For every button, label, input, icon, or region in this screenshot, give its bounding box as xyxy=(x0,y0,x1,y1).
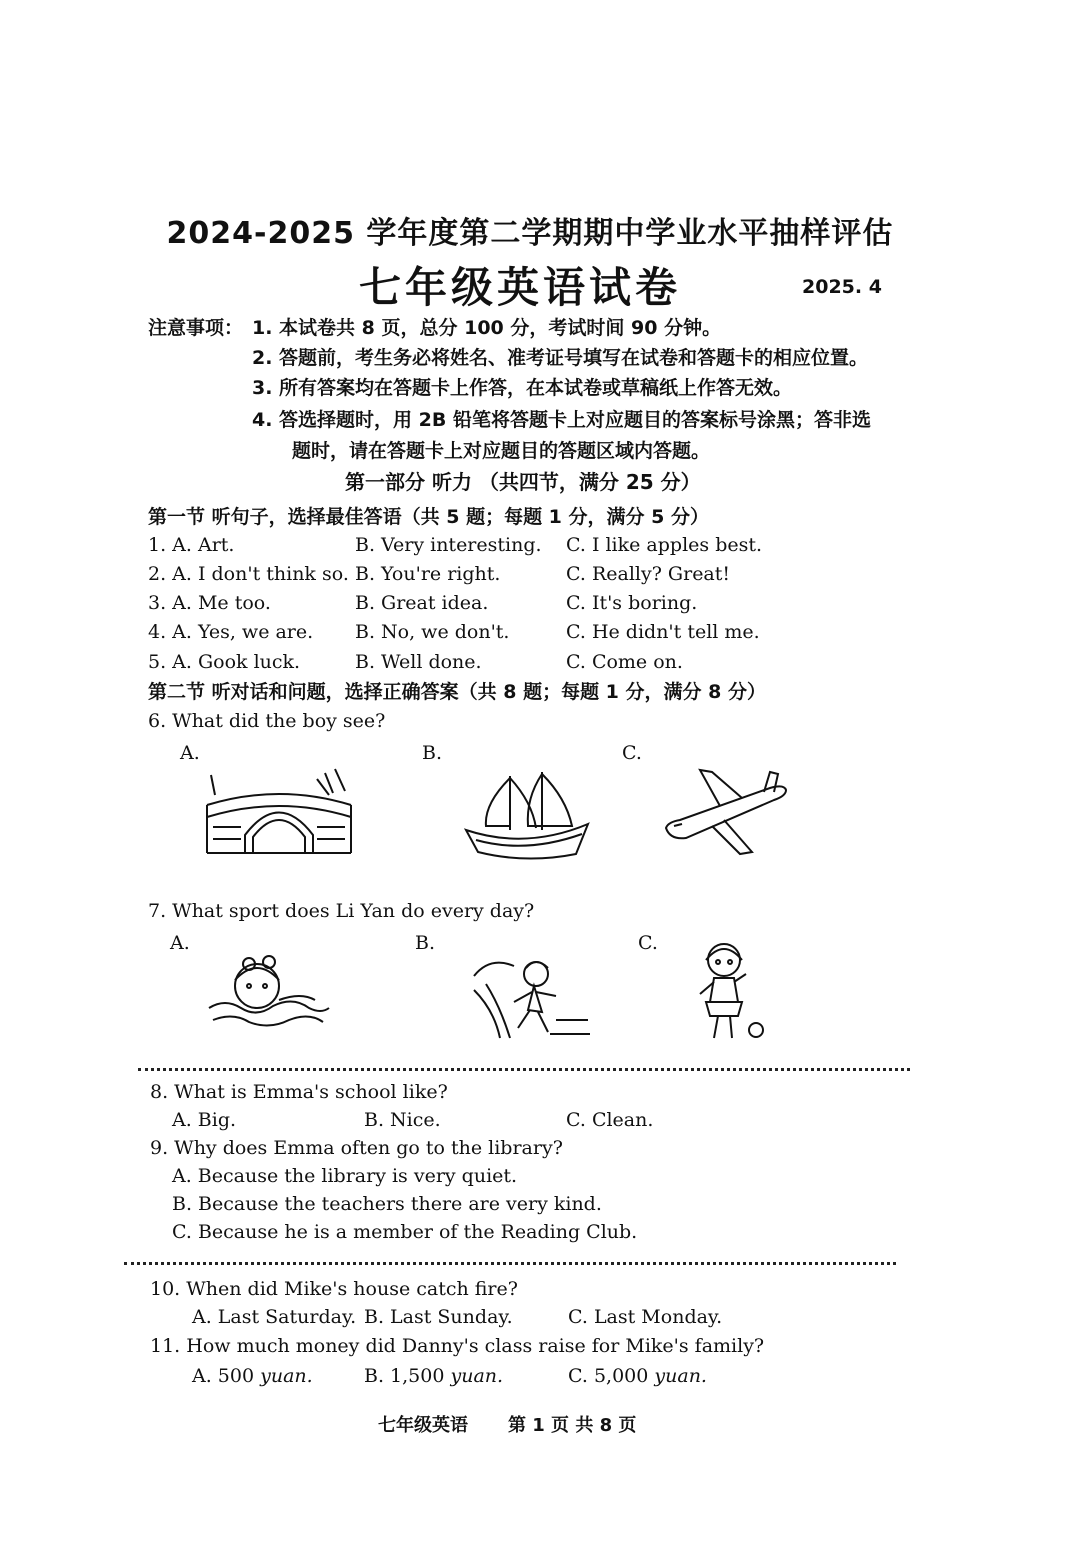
q7-option-c-label: C. xyxy=(638,932,658,954)
footer-subject: 七年级英语 xyxy=(378,1415,468,1436)
q9-question: 9. Why does Emma often go to the library? xyxy=(150,1137,563,1159)
q3-c: C. It's boring. xyxy=(566,592,698,614)
q1-a: 1. A. Art. xyxy=(148,534,235,556)
q10-option-a: A. Last Saturday. xyxy=(192,1306,357,1328)
q3-b: B. Great idea. xyxy=(355,592,489,614)
q6-option-a-label: A. xyxy=(180,742,200,764)
section1-title: 第一节 听句子，选择最佳答语（共 5 题；每题 1 分，满分 5 分） xyxy=(148,506,709,528)
q11-option-a-unit: yuan. xyxy=(260,1365,313,1387)
q4-a: 4. A. Yes, we are. xyxy=(148,621,314,643)
q8-option-c: C. Clean. xyxy=(566,1109,654,1131)
exam-subtitle: 七年级英语试卷 xyxy=(358,263,681,312)
swimming-girl-icon xyxy=(205,952,333,1032)
q11-option-a xyxy=(192,1365,313,1387)
sailboat-icon xyxy=(462,768,592,863)
q8-option-a: A. Big. xyxy=(172,1109,237,1131)
note-item-3: 3. 所有答案均在答题卡上作答，在本试卷或草稿纸上作答无效。 xyxy=(252,377,793,399)
notes-label: 注意事项： xyxy=(148,317,244,339)
note-item-4-cont: 题时，请在答题卡上对应题目的答题区域内答题。 xyxy=(292,440,711,462)
q7-option-a-label: A. xyxy=(170,932,190,954)
note-item-1: 1. 本试卷共 8 页，总分 100 分，考试时间 90 分钟。 xyxy=(252,317,722,339)
q6-question: 6. What did the boy see? xyxy=(148,710,386,732)
q11-option-b xyxy=(364,1365,503,1387)
q11-option-c-amount: C. 5,000 xyxy=(568,1365,649,1387)
q8-option-b: B. Nice. xyxy=(364,1109,441,1131)
q11-option-b-amount: B. 1,500 xyxy=(364,1365,445,1387)
q4-c: C. He didn't tell me. xyxy=(566,621,760,643)
q3-a: 3. A. Me too. xyxy=(148,592,271,614)
q2-c: C. Really? Great! xyxy=(566,563,731,585)
q11-option-b-unit: yuan. xyxy=(450,1365,504,1387)
q9-option-a: A. Because the library is very quiet. xyxy=(172,1165,518,1187)
part1-title: 第一部分 听力 （共四节，满分 25 分） xyxy=(345,470,701,494)
footer-page-number: 第 1 页 共 8 页 xyxy=(508,1415,637,1436)
q2-a: 2. A. I don't think so. xyxy=(148,563,349,585)
section2-title: 第二节 听对话和问题，选择正确答案（共 8 题；每题 1 分，满分 8 分） xyxy=(148,681,766,703)
q4-b: B. No, we don't. xyxy=(355,621,510,643)
exam-date: 2025. 4 xyxy=(802,276,882,298)
q10-option-b: B. Last Sunday. xyxy=(364,1306,513,1328)
q10-option-c: C. Last Monday. xyxy=(568,1306,723,1328)
q1-b: B. Very interesting. xyxy=(355,534,542,556)
section-divider-1 xyxy=(138,1068,910,1071)
q11-option-c-unit: yuan. xyxy=(654,1365,707,1387)
q6-option-c-label: C. xyxy=(622,742,642,764)
q5-c: C. Come on. xyxy=(566,651,683,673)
q7-option-b-label: B. xyxy=(415,932,436,954)
note-item-4: 4. 答选择题时，用 2B 铅笔将答题卡上对应题目的答案标号涂黑；答非选 xyxy=(252,409,871,431)
note-item-2: 2. 答题前，考生务必将姓名、准考证号填写在试卷和答题卡的相应位置。 xyxy=(252,347,869,369)
q7-question: 7. What sport does Li Yan do every day? xyxy=(148,900,535,922)
q9-option-b: B. Because the teachers there are very kind. xyxy=(172,1193,602,1215)
q11-option-c xyxy=(568,1365,707,1387)
running-girl-icon xyxy=(470,950,592,1040)
exam-title: 2024-2025 学年度第二学期期中学业水平抽样评估 xyxy=(166,216,894,251)
q5-b: B. Well done. xyxy=(355,651,482,673)
q6-option-b-label: B. xyxy=(422,742,443,764)
q11-question: 11. How much money did Danny's class raise for Mike's family? xyxy=(150,1335,765,1357)
airplane-icon xyxy=(660,766,792,858)
girl-with-ball-icon xyxy=(692,938,772,1044)
q1-c: C. I like apples best. xyxy=(566,534,763,556)
q9-option-c: C. Because he is a member of the Reading Club. xyxy=(172,1221,638,1243)
bridge-icon xyxy=(205,765,353,860)
q11-option-a-amount: A. 500 xyxy=(192,1365,255,1387)
q2-b: B. You're right. xyxy=(355,563,501,585)
section-divider-2 xyxy=(124,1262,896,1265)
q8-question: 8. What is Emma's school like? xyxy=(150,1081,448,1103)
q5-a: 5. A. Gook luck. xyxy=(148,651,301,673)
q10-question: 10. When did Mike's house catch fire? xyxy=(150,1278,518,1300)
